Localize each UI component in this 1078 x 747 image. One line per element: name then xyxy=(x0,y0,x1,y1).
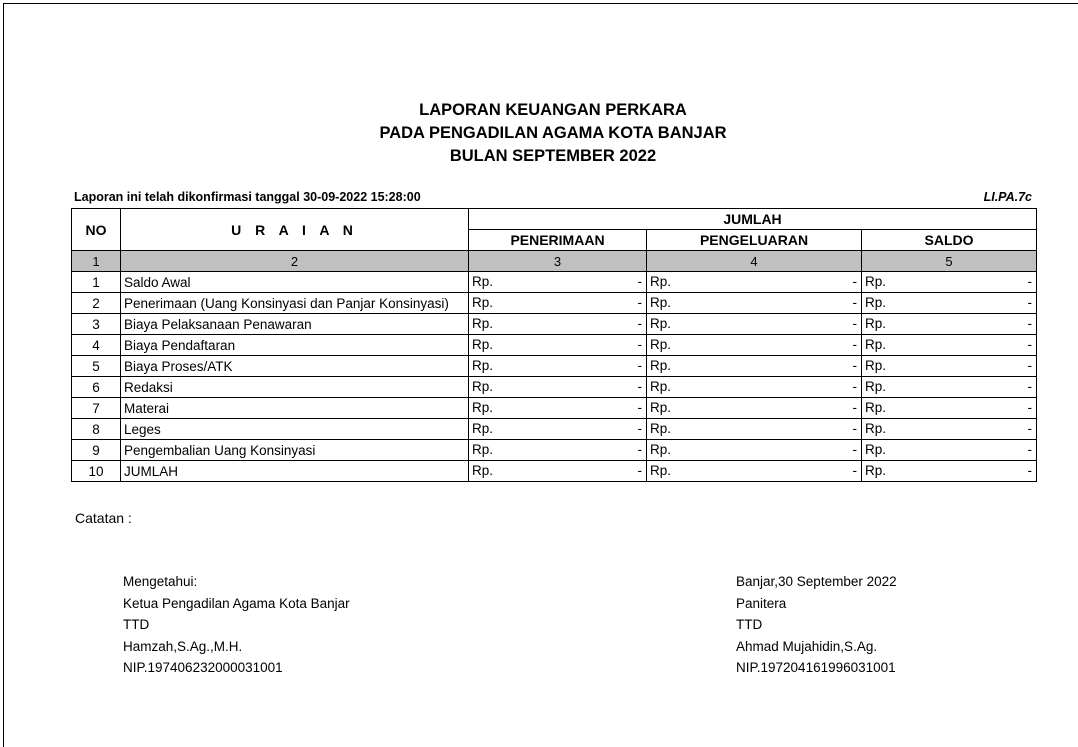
amount-value: - xyxy=(637,337,642,352)
row-uraian: Materai xyxy=(121,398,469,419)
amount-value: - xyxy=(1027,337,1032,352)
sign-left-line2: Ketua Pengadilan Agama Kota Banjar xyxy=(123,595,350,611)
header-no: NO xyxy=(72,209,121,251)
row-pengeluaran xyxy=(647,398,862,419)
amount-value: - xyxy=(1027,400,1032,415)
currency-label: Rp. xyxy=(472,379,494,394)
amount-value: - xyxy=(1027,421,1032,436)
currency-label: Rp. xyxy=(472,442,494,457)
sign-left-line1: Mengetahui: xyxy=(123,574,198,589)
header-saldo: SALDO xyxy=(862,230,1037,251)
amount-value: - xyxy=(637,379,642,394)
table-row xyxy=(72,314,1037,335)
currency-label: Rp. xyxy=(865,379,887,394)
row-saldo xyxy=(862,293,1037,314)
sign-right-line5: NIP.197204161996031001 xyxy=(736,660,896,675)
row-saldo xyxy=(862,314,1037,335)
report-subtitle: PADA PENGADILAN AGAMA KOTA BANJAR xyxy=(379,124,727,142)
row-saldo xyxy=(862,377,1037,398)
amount-value: - xyxy=(637,400,642,415)
amount-value: - xyxy=(852,379,857,394)
amount-value: - xyxy=(637,316,642,331)
amount-value: - xyxy=(852,463,857,478)
row-saldo xyxy=(862,398,1037,419)
row-pengeluaran xyxy=(647,440,862,461)
table-row xyxy=(72,398,1037,419)
header-pengeluaran: PENGELUARAN xyxy=(647,230,862,251)
column-number: 3 xyxy=(469,251,647,272)
confirmation-text: Laporan ini telah dikonfirmasi tanggal 30-09-2022 15:28:00 xyxy=(74,190,421,204)
amount-value: - xyxy=(1027,463,1032,478)
row-pengeluaran xyxy=(647,293,862,314)
currency-label: Rp. xyxy=(865,463,887,478)
row-no: 1 xyxy=(72,272,121,293)
header-jumlah: JUMLAH xyxy=(469,209,1037,230)
currency-label: Rp. xyxy=(472,400,494,415)
sign-left-line5: NIP.197406232000031001 xyxy=(123,660,283,675)
amount-value: - xyxy=(1027,442,1032,457)
signature-block-left xyxy=(123,571,350,679)
row-uraian: Leges xyxy=(121,419,469,440)
currency-label: Rp. xyxy=(650,379,672,394)
sign-right-line2: Panitera xyxy=(736,595,787,611)
sign-left-line4: Hamzah,S.Ag.,M.H. xyxy=(123,638,243,654)
amount-value: - xyxy=(1027,295,1032,310)
report-period: BULAN SEPTEMBER 2022 xyxy=(449,147,657,165)
amount-value: - xyxy=(637,442,642,457)
row-pengeluaran xyxy=(647,461,862,482)
currency-label: Rp. xyxy=(865,400,887,415)
currency-label: Rp. xyxy=(650,463,672,478)
row-penerimaan xyxy=(469,440,647,461)
table-row xyxy=(72,377,1037,398)
currency-label: Rp. xyxy=(472,316,494,331)
row-no: 9 xyxy=(72,440,121,461)
row-no: 5 xyxy=(72,356,121,377)
row-uraian: Pengembalian Uang Konsinyasi xyxy=(121,440,469,461)
row-no: 4 xyxy=(72,335,121,356)
currency-label: Rp. xyxy=(472,295,494,310)
row-penerimaan xyxy=(469,377,647,398)
financial-report-table xyxy=(71,208,1037,482)
row-uraian: Biaya Proses/ATK xyxy=(121,356,469,377)
amount-value: - xyxy=(637,463,642,478)
page-border-top xyxy=(3,3,1078,4)
amount-value: - xyxy=(852,400,857,415)
row-pengeluaran xyxy=(647,419,862,440)
currency-label: Rp. xyxy=(472,274,494,289)
column-number-row xyxy=(72,251,1037,272)
table-row xyxy=(72,335,1037,356)
row-saldo xyxy=(862,335,1037,356)
row-uraian: Biaya Pendaftaran xyxy=(121,335,469,356)
report-table-body xyxy=(72,272,1037,482)
row-penerimaan xyxy=(469,356,647,377)
amount-value: - xyxy=(1027,379,1032,394)
currency-label: Rp. xyxy=(650,337,672,352)
currency-label: Rp. xyxy=(865,358,887,373)
table-row xyxy=(72,440,1037,461)
row-saldo xyxy=(862,440,1037,461)
row-penerimaan xyxy=(469,314,647,335)
currency-label: Rp. xyxy=(865,421,887,436)
currency-label: Rp. xyxy=(865,442,887,457)
row-penerimaan xyxy=(469,272,647,293)
report-title-block xyxy=(70,99,1036,168)
amount-value: - xyxy=(852,274,857,289)
amount-value: - xyxy=(852,316,857,331)
currency-label: Rp. xyxy=(472,358,494,373)
table-row xyxy=(72,419,1037,440)
table-row xyxy=(72,272,1037,293)
row-saldo xyxy=(862,356,1037,377)
currency-label: Rp. xyxy=(865,337,887,352)
row-pengeluaran xyxy=(647,314,862,335)
currency-label: Rp. xyxy=(865,274,887,289)
currency-label: Rp. xyxy=(650,400,672,415)
row-no: 10 xyxy=(72,461,121,482)
currency-label: Rp. xyxy=(650,295,672,310)
amount-value: - xyxy=(637,274,642,289)
notes-label: Catatan : xyxy=(75,510,132,526)
amount-value: - xyxy=(1027,274,1032,289)
amount-value: - xyxy=(852,295,857,310)
row-uraian: Penerimaan (Uang Konsinyasi dan Panjar Konsinyasi) xyxy=(121,293,469,314)
row-saldo xyxy=(862,272,1037,293)
row-penerimaan xyxy=(469,293,647,314)
column-number: 2 xyxy=(121,251,469,272)
currency-label: Rp. xyxy=(650,274,672,289)
row-uraian: JUMLAH xyxy=(121,461,469,482)
amount-value: - xyxy=(637,421,642,436)
form-code: LI.PA.7c xyxy=(983,190,1032,204)
signature-block-right xyxy=(736,571,897,679)
currency-label: Rp. xyxy=(650,358,672,373)
amount-value: - xyxy=(852,442,857,457)
currency-label: Rp. xyxy=(650,421,672,436)
row-penerimaan xyxy=(469,461,647,482)
row-penerimaan xyxy=(469,398,647,419)
row-saldo xyxy=(862,419,1037,440)
currency-label: Rp. xyxy=(865,295,887,310)
table-row xyxy=(72,356,1037,377)
column-number: 5 xyxy=(862,251,1037,272)
sign-right-line3: TTD xyxy=(736,617,763,632)
row-pengeluaran xyxy=(647,272,862,293)
row-penerimaan xyxy=(469,419,647,440)
amount-value: - xyxy=(852,421,857,436)
row-pengeluaran xyxy=(647,335,862,356)
header-penerimaan: PENERIMAAN xyxy=(469,230,647,251)
amount-value: - xyxy=(637,295,642,310)
row-uraian: Redaksi xyxy=(121,377,469,398)
row-uraian: Saldo Awal xyxy=(121,272,469,293)
table-row xyxy=(72,293,1037,314)
sign-left-line3: TTD xyxy=(123,617,150,632)
sign-right-line1: Banjar,30 September 2022 xyxy=(736,574,897,589)
row-no: 6 xyxy=(72,377,121,398)
table-row xyxy=(72,461,1037,482)
amount-value: - xyxy=(637,358,642,373)
amount-value: - xyxy=(1027,316,1032,331)
page-border-left xyxy=(3,3,4,747)
row-pengeluaran xyxy=(647,377,862,398)
currency-label: Rp. xyxy=(650,316,672,331)
row-saldo xyxy=(862,461,1037,482)
row-pengeluaran xyxy=(647,356,862,377)
column-number: 1 xyxy=(72,251,121,272)
row-no: 2 xyxy=(72,293,121,314)
row-uraian: Biaya Pelaksanaan Penawaran xyxy=(121,314,469,335)
row-no: 8 xyxy=(72,419,121,440)
row-no: 3 xyxy=(72,314,121,335)
row-penerimaan xyxy=(469,335,647,356)
report-title: LAPORAN KEUANGAN PERKARA xyxy=(419,101,687,119)
currency-label: Rp. xyxy=(472,463,494,478)
currency-label: Rp. xyxy=(472,421,494,436)
header-uraian: U R A I A N xyxy=(121,209,469,251)
row-no: 7 xyxy=(72,398,121,419)
sign-right-line4: Ahmad Mujahidin,S.Ag. xyxy=(736,638,878,654)
amount-value: - xyxy=(852,337,857,352)
amount-value: - xyxy=(1027,358,1032,373)
amount-value: - xyxy=(852,358,857,373)
column-number: 4 xyxy=(647,251,862,272)
currency-label: Rp. xyxy=(650,442,672,457)
currency-label: Rp. xyxy=(865,316,887,331)
currency-label: Rp. xyxy=(472,337,494,352)
